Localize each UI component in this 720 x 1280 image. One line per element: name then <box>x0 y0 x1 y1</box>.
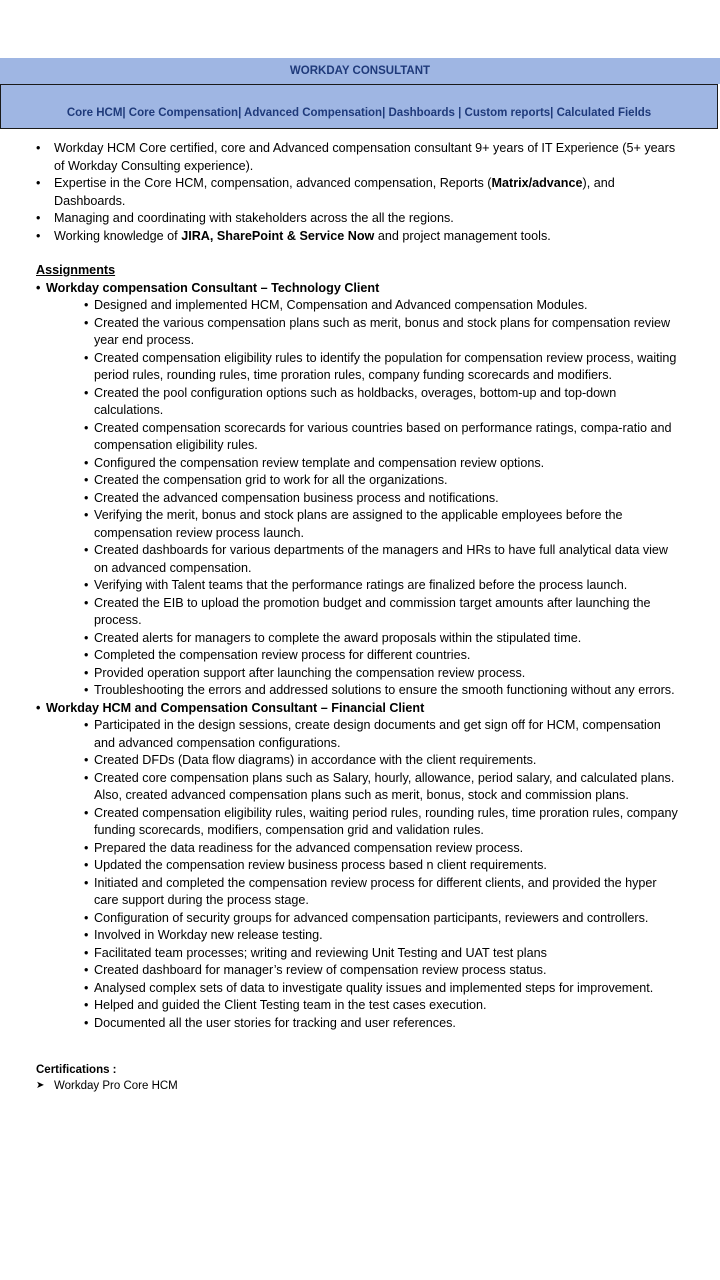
list-item: • Helped and guided the Client Testing team in the test cases execution. <box>84 997 684 1015</box>
list-item: • Verifying with Talent teams that the performance ratings are finalized before the process launch. <box>84 577 684 595</box>
assignment-2-list <box>84 717 684 1032</box>
summary-item: • Working knowledge of JIRA, SharePoint & Service Now and project management tools. <box>36 228 684 246</box>
certification-item: ➤ Workday Pro Core HCM <box>36 1078 684 1094</box>
list-item: • Verifying the merit, bonus and stock plans are assigned to the applicable employees before the compensation review process launch. <box>84 507 684 542</box>
list-item: • Created the pool configuration options such as holdbacks, overages, bottom-up and top-down calculations. <box>84 385 684 420</box>
assignment-title: • Workday compensation Consultant – Technology Client <box>36 280 684 298</box>
resume-content <box>36 140 684 1094</box>
list-item: • Configuration of security groups for advanced compensation participants, reviewers and controllers. <box>84 910 684 928</box>
list-item: • Prepared the data readiness for the advanced compensation review process. <box>84 840 684 858</box>
certifications-heading: Certifications : <box>36 1064 117 1076</box>
list-item: • Provided operation support after launching the compensation review process. <box>84 665 684 683</box>
list-item: • Analysed complex sets of data to investigate quality issues and implemented steps for improvement. <box>84 980 684 998</box>
summary-item: • Workday HCM Core certified, core and Advanced compensation consultant 9+ years of IT Experience (5+ years of Workday Consulting experience). <box>36 140 684 175</box>
list-item: • Initiated and completed the compensation review process for different clients, and provided the hyper care support during the process stage. <box>84 875 684 910</box>
list-item: • Troubleshooting the errors and addressed solutions to ensure the smooth functioning without any errors. <box>84 682 684 700</box>
skills-line: Core HCM| Core Compensation| Advanced Compensation| Dashboards | Custom reports| Calculated Fields <box>66 107 652 119</box>
list-item: • Created alerts for managers to complete the award proposals within the stipulated time. <box>84 630 684 648</box>
assignment-1-list <box>84 297 684 700</box>
list-item: • Created compensation eligibility rules to identify the population for compensation review process, waiting period rules, rounding rules, time proration rules, company funding scorecards and modifiers. <box>84 350 684 385</box>
summary-list <box>36 140 684 245</box>
summary-item: • Managing and coordinating with stakeholders across the all the regions. <box>36 210 684 228</box>
skills-bar <box>0 84 718 129</box>
list-item: • Updated the compensation review business process based n client requirements. <box>84 857 684 875</box>
assignments-heading: Assignments <box>36 263 116 277</box>
list-item: • Created dashboards for various departments of the managers and HRs to have full analytical data view on advanced compensation. <box>84 542 684 577</box>
list-item: • Created core compensation plans such as Salary, hourly, allowance, period salary, and calculated plans. Also, created advanced compensation plans such as merit, bonus, stock and commission plans. <box>84 770 684 805</box>
list-item: • Created the advanced compensation business process and notifications. <box>84 490 684 508</box>
list-item: • Created DFDs (Data flow diagrams) in accordance with the client requirements. <box>84 752 684 770</box>
list-item: • Created compensation scorecards for various countries based on performance ratings, compa-ratio and compensation eligibility rules. <box>84 420 684 455</box>
summary-item: • Expertise in the Core HCM, compensation, advanced compensation, Reports (Matrix/advance), and Dashboards. <box>36 175 684 210</box>
assignment-title: • Workday HCM and Compensation Consultant – Financial Client <box>36 700 684 718</box>
list-item: • Facilitated team processes; writing and reviewing Unit Testing and UAT test plans <box>84 945 684 963</box>
list-item: • Designed and implemented HCM, Compensation and Advanced compensation Modules. <box>84 297 684 315</box>
list-item: • Created the various compensation plans such as merit, bonus and stock plans for compensation review year end process. <box>84 315 684 350</box>
list-item: • Configured the compensation review template and compensation review options. <box>84 455 684 473</box>
list-item: • Created the compensation grid to work for all the organizations. <box>84 472 684 490</box>
list-item: • Created compensation eligibility rules, waiting period rules, rounding rules, time proration rules, company funding scorecards, modifiers, compensation grid and validation rules. <box>84 805 684 840</box>
list-item: • Completed the compensation review process for different countries. <box>84 647 684 665</box>
list-item: • Created the EIB to upload the promotion budget and commission target amounts after launching the process. <box>84 595 684 630</box>
resume-title-bar <box>0 58 720 84</box>
list-item: • Involved in Workday new release testing. <box>84 927 684 945</box>
list-item: • Documented all the user stories for tracking and user references. <box>84 1015 684 1033</box>
list-item: • Created dashboard for manager’s review of compensation review process status. <box>84 962 684 980</box>
list-item: • Participated in the design sessions, create design documents and get sign off for HCM, compensation and advanced compensation configurations. <box>84 717 684 752</box>
resume-title: WORKDAY CONSULTANT <box>289 65 431 77</box>
